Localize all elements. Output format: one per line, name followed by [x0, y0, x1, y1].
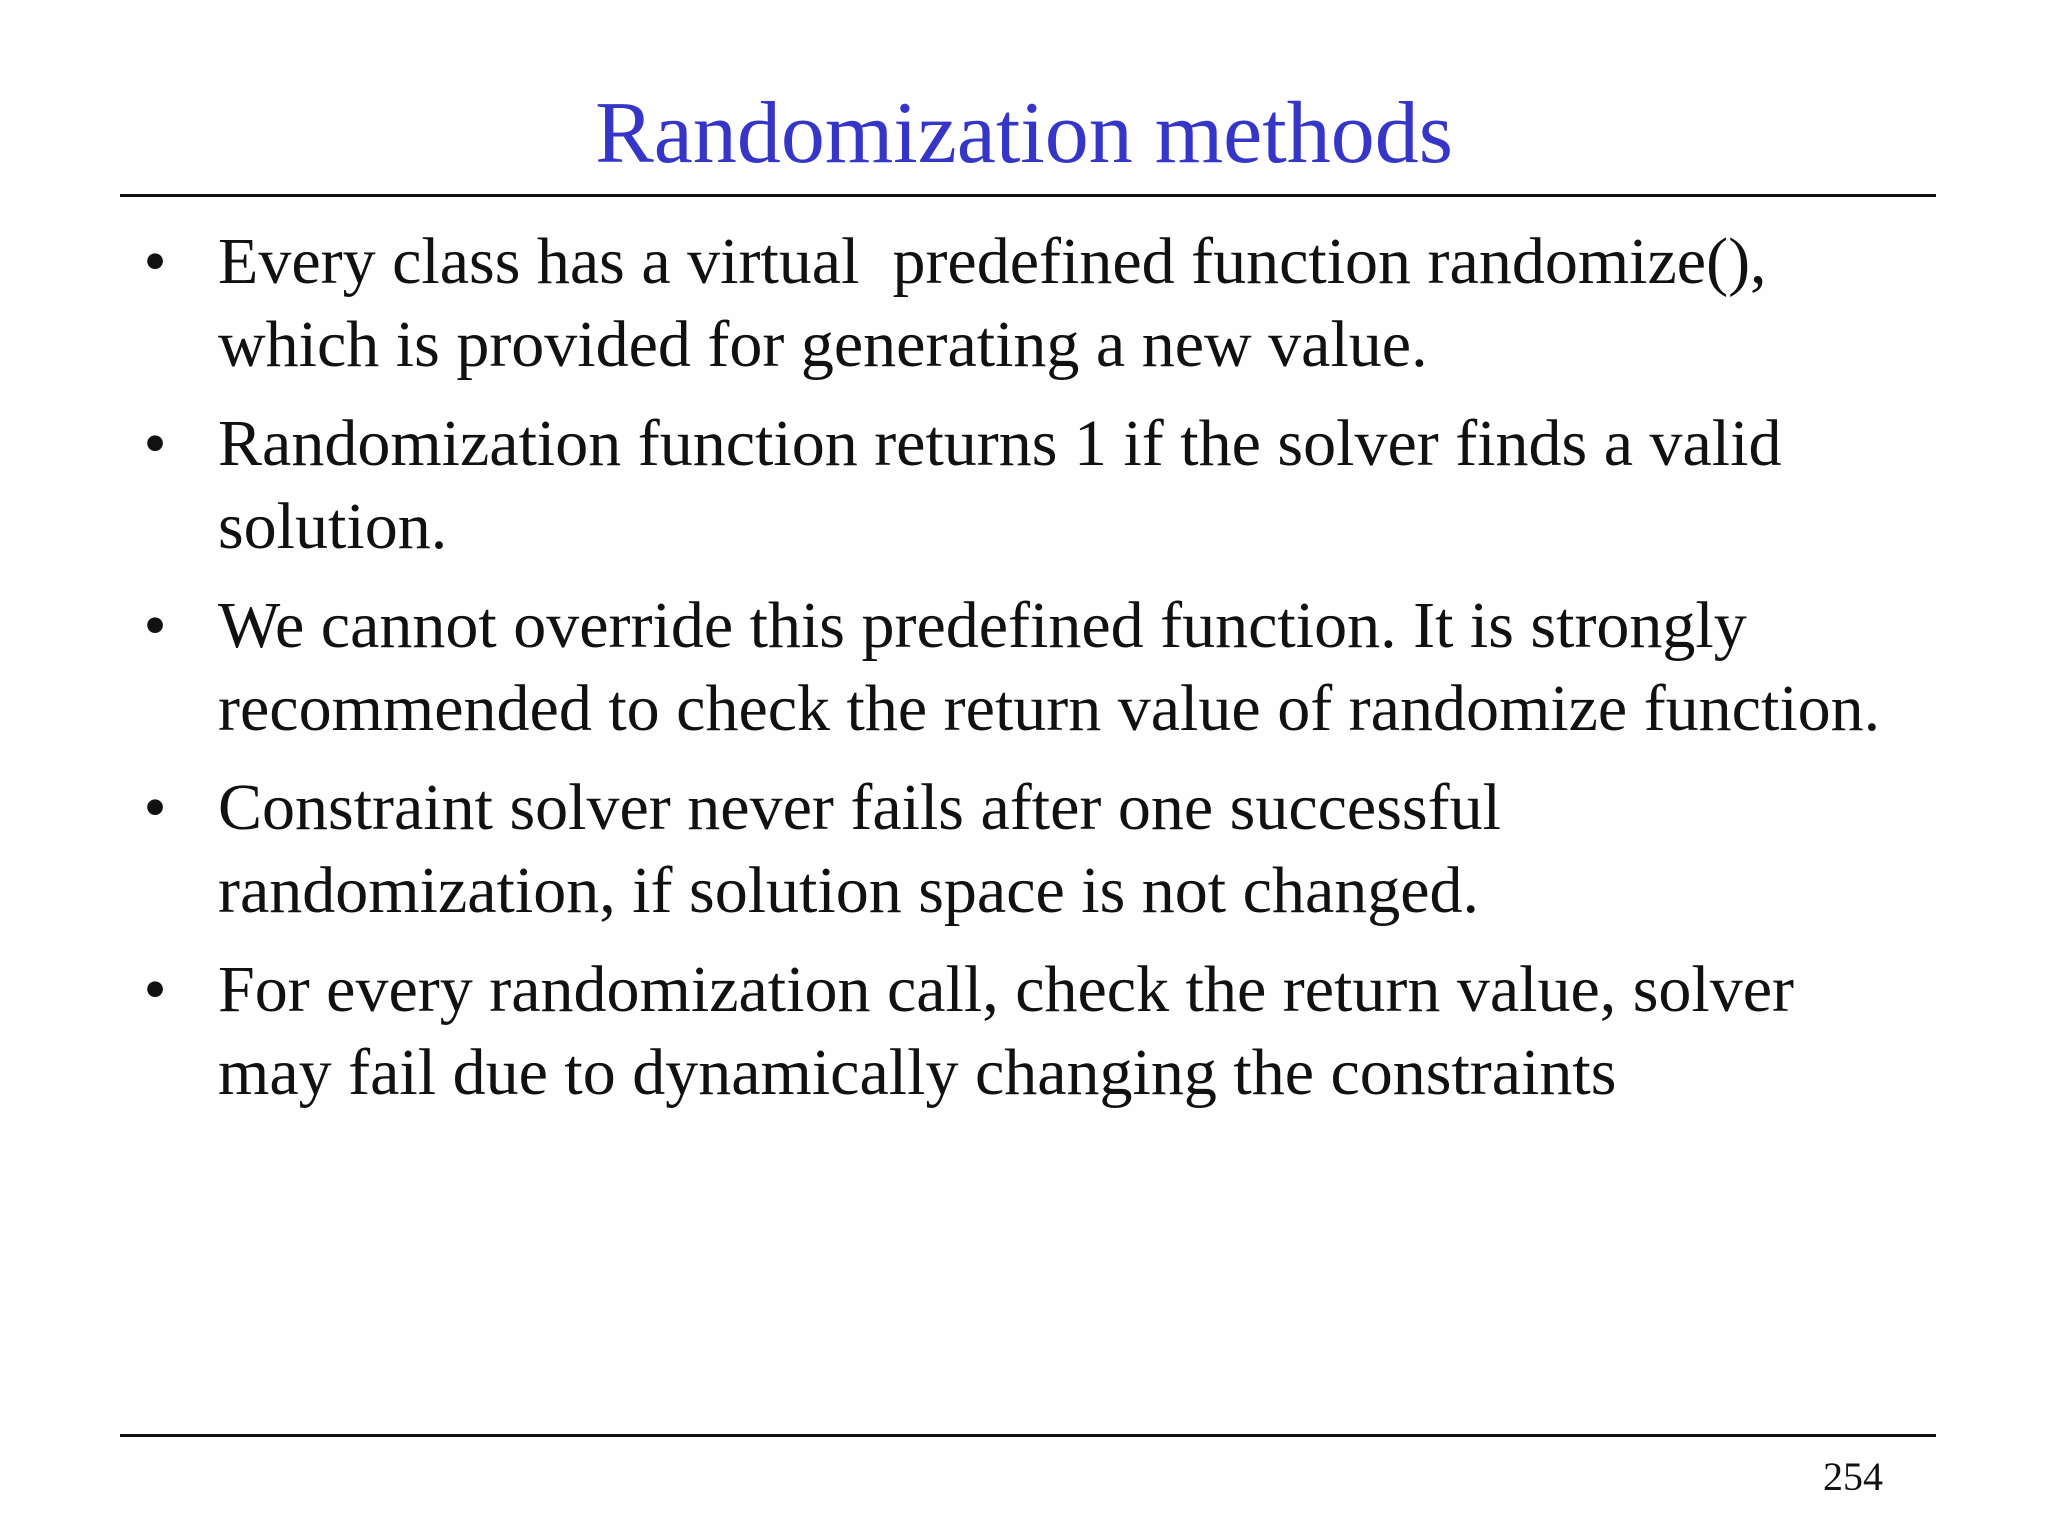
bullet-item — [140, 584, 1900, 750]
bullet-item — [140, 220, 1900, 386]
bullet-text: Constraint solver never fails after one successful randomization, if solution space is not changed. — [218, 771, 1501, 927]
bullet-item — [140, 948, 1900, 1114]
bullet-list — [140, 220, 1900, 1130]
bullet-text: We cannot override this predefined function. It is strongly recommended to check the return value of randomize function. — [218, 589, 1881, 745]
title-divider — [120, 194, 1936, 197]
footer-divider — [120, 1434, 1936, 1437]
bullet-icon: • — [143, 225, 167, 298]
bullet-icon: • — [143, 589, 167, 662]
bullet-item — [140, 766, 1900, 932]
bullet-text: Randomization function returns 1 if the solver finds a valid solution. — [218, 407, 1782, 563]
bullet-text: For every randomization call, check the return value, solver may fail due to dynamically changing the constraints — [218, 953, 1795, 1109]
page-number: 254 — [1823, 1454, 1883, 1499]
bullet-icon: • — [143, 771, 167, 844]
bullet-item — [140, 402, 1900, 568]
bullet-text: Every class has a virtual predefined function randomize(), which is provided for generating a new value. — [218, 225, 1784, 381]
bullet-icon: • — [143, 407, 167, 480]
slide-title: Randomization methods — [595, 85, 1453, 182]
bullet-icon: • — [143, 953, 167, 1026]
